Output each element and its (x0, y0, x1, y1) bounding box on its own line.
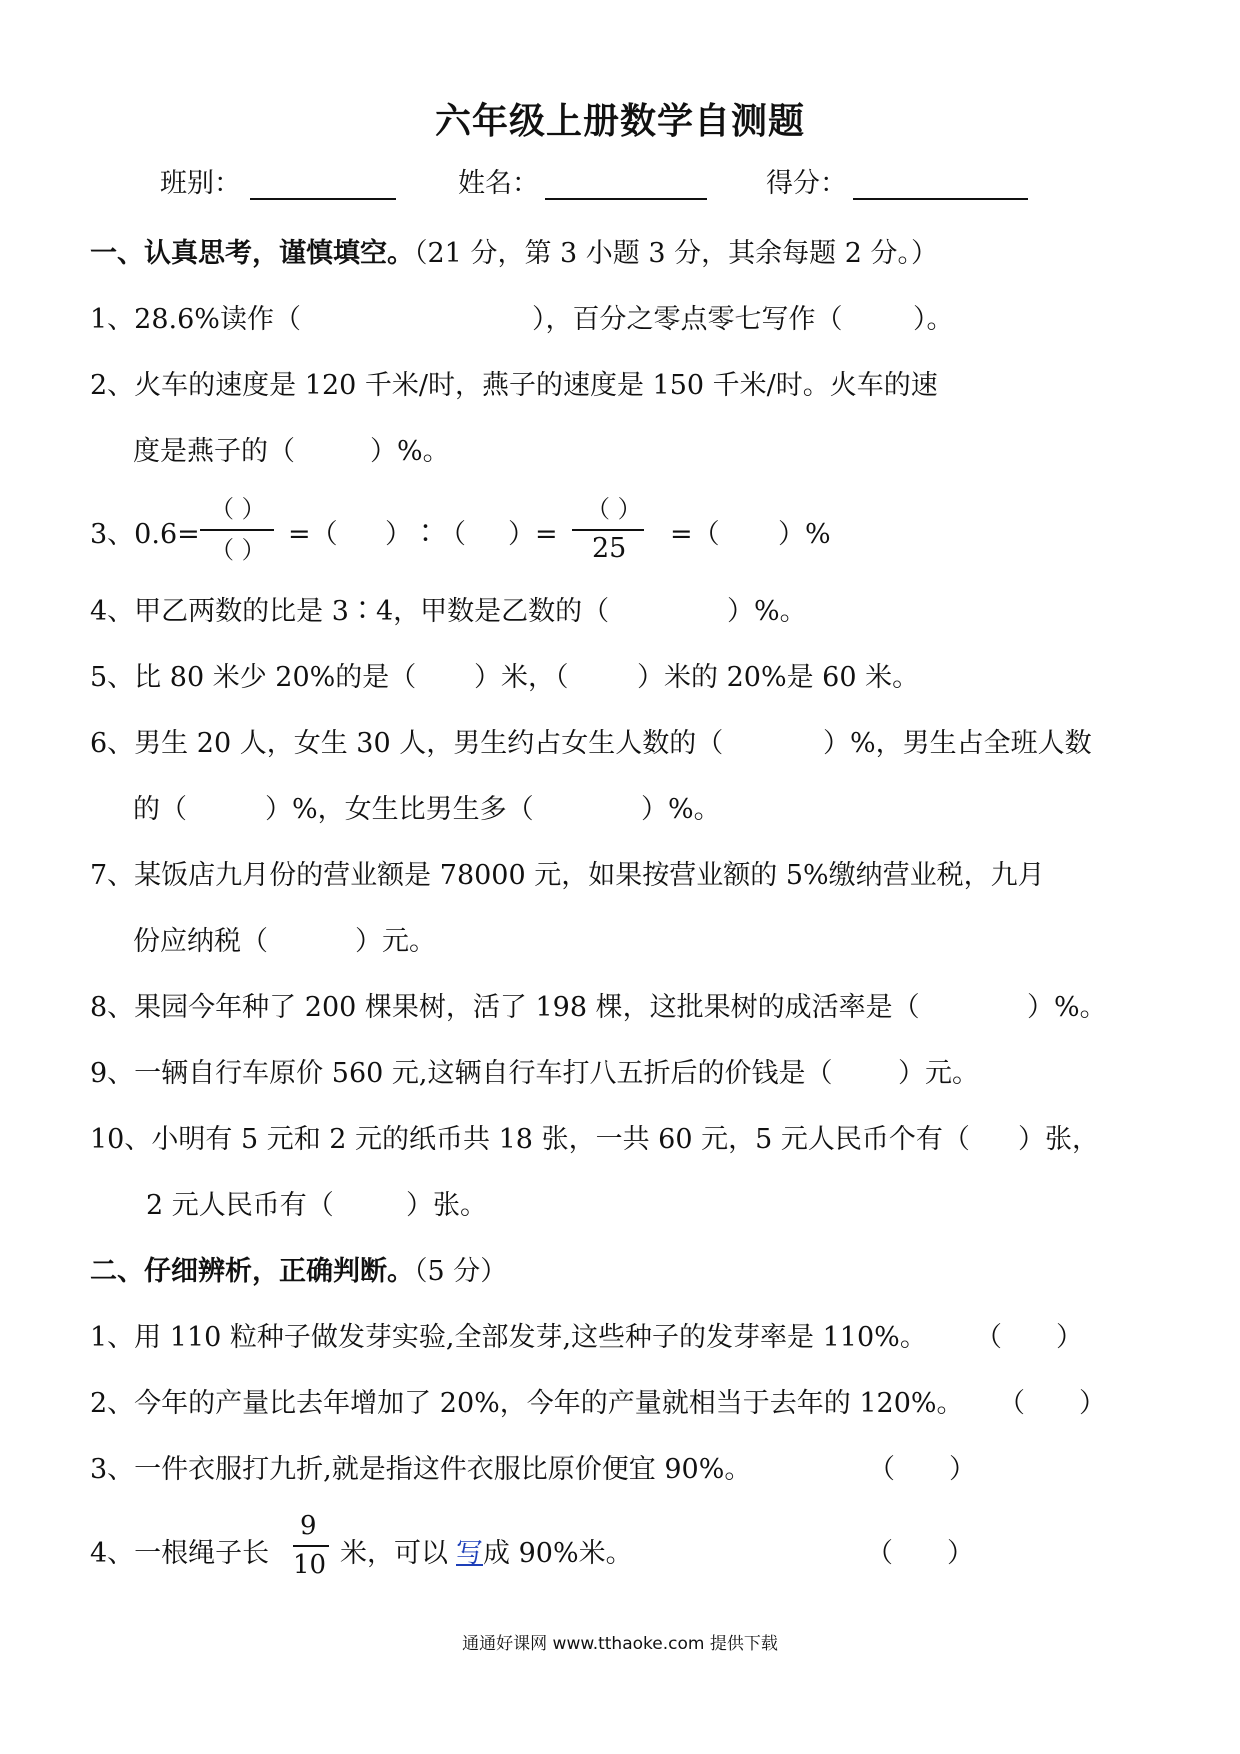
question-9b: ）元。 (898, 1058, 979, 1089)
name-blank (545, 198, 707, 200)
question-7-line1: 7、某饭店九月份的营业额是 78000 元，如果按营业额的 5%缴纳营业税，九月 (90, 860, 1045, 891)
question-8b: ）%。 (1027, 992, 1107, 1023)
class-blank (250, 198, 396, 200)
section1-heading (90, 240, 938, 267)
question-10c: 2 元人民币有（ (146, 1190, 334, 1221)
section1-note: （21 分，第 3 小题 3 分，其余每题 2 分。） (414, 238, 938, 269)
footer-source: 通通好课网 www.tthaoke.com 提供下载 (462, 1634, 778, 1654)
question-4b: ）%。 (727, 596, 807, 627)
question-3-ratio: ）∶（ (385, 519, 466, 550)
judgment-2-paren: （ ） (998, 1388, 1106, 1419)
judgment-4-denominator: 10 (293, 1550, 327, 1580)
question-1b: ），百分之零点零七写作（ (532, 304, 843, 335)
fraction-1-numerator: （ ） (210, 495, 266, 523)
section1-title: 一、认真思考，谨慎填空。 (90, 238, 414, 269)
judgment-4-fraction-bar (293, 1545, 329, 1547)
question-2-line2: 度是燕子的（ (133, 436, 295, 467)
judgment-4a: 4、一根绳子长 (90, 1538, 270, 1569)
question-3-eq1: =（ (288, 519, 338, 550)
question-1c: ）。 (913, 304, 954, 335)
judgment-4b: 米，可以 (340, 1538, 448, 1569)
question-10d: ）张。 (406, 1190, 487, 1221)
judgment-4c: 成 90%米。 (483, 1538, 633, 1569)
question-1a: 1、28.6%读作（ (90, 304, 301, 335)
question-4a: 4、甲乙两数的比是 3∶4，甲数是乙数的（ (90, 596, 610, 627)
question-6b: ）%，男生占全班人数 (823, 728, 1092, 759)
judgment-1-paren: （ ） (975, 1322, 1083, 1353)
fraction-2-numerator: （ ） (586, 495, 642, 523)
question-5a: 5、比 80 米少 20%的是（ (90, 662, 417, 693)
question-3-pct: ）% (778, 519, 831, 550)
question-2-line2b: ）%。 (370, 436, 450, 467)
judgment-2: 2、今年的产量比去年增加了 20%，今年的产量就相当于去年的 120%。 (90, 1388, 964, 1419)
question-10b: ）张， (1018, 1124, 1099, 1155)
question-8a: 8、果园今年种了 200 棵果树，活了 198 棵，这批果树的成活率是（ (90, 992, 920, 1023)
judgment-3: 3、一件衣服打九折,就是指这件衣服比原价便宜 90%。 (90, 1454, 752, 1485)
question-10a: 10、小明有 5 元和 2 元的纸币共 18 张，一共 60 元，5 元人民币个有（ (90, 1124, 970, 1155)
question-7a: 份应纳税（ (133, 926, 268, 957)
question-6d: ）%，女生比男生多（ (265, 794, 534, 825)
judgment-4-numerator: 9 (300, 1511, 317, 1541)
question-3-prefix: 3、0.6= (90, 519, 200, 550)
question-6a: 6、男生 20 人，女生 30 人，男生约占女生人数的（ (90, 728, 724, 759)
section2-heading (90, 1258, 507, 1285)
question-9a: 9、一辆自行车原价 560 元,这辆自行车打八五折后的价钱是（ (90, 1058, 833, 1089)
question-3-eq2: ）= (508, 519, 558, 550)
question-7b: ）元。 (355, 926, 436, 957)
fraction-2-denominator: 25 (592, 533, 627, 564)
name-label: 姓名： (458, 168, 539, 199)
question-2-line1: 2、火车的速度是 120 千米/时，燕子的速度是 150 千米/时。火车的速 (90, 370, 938, 401)
fraction-2-bar (572, 529, 644, 531)
question-6c: 的（ (133, 794, 187, 825)
question-6e: ）%。 (641, 794, 721, 825)
fraction-1-bar (200, 529, 274, 531)
question-3-eq3: =（ (670, 519, 720, 550)
judgment-1: 1、用 110 粒种子做发芽实验,全部发芽,这些种子的发芽率是 110%。 (90, 1322, 927, 1353)
score-blank (853, 198, 1028, 200)
judgment-4-paren: （ ） (866, 1538, 974, 1569)
question-5b: ）米，（ (474, 662, 569, 693)
judgment-3-paren: （ ） (868, 1454, 976, 1485)
score-label: 得分： (766, 168, 847, 199)
class-label: 班别： (160, 168, 241, 199)
page-title: 六年级上册数学自测题 (434, 101, 805, 142)
judgment-4-link[interactable]: 写 (456, 1538, 483, 1569)
section2-note: （5 分） (414, 1256, 508, 1287)
question-5c: ）米的 20%是 60 米。 (637, 662, 920, 693)
fraction-1-denominator: （ ） (210, 536, 266, 564)
section2-title: 二、仔细辨析，正确判断。 (90, 1256, 414, 1287)
